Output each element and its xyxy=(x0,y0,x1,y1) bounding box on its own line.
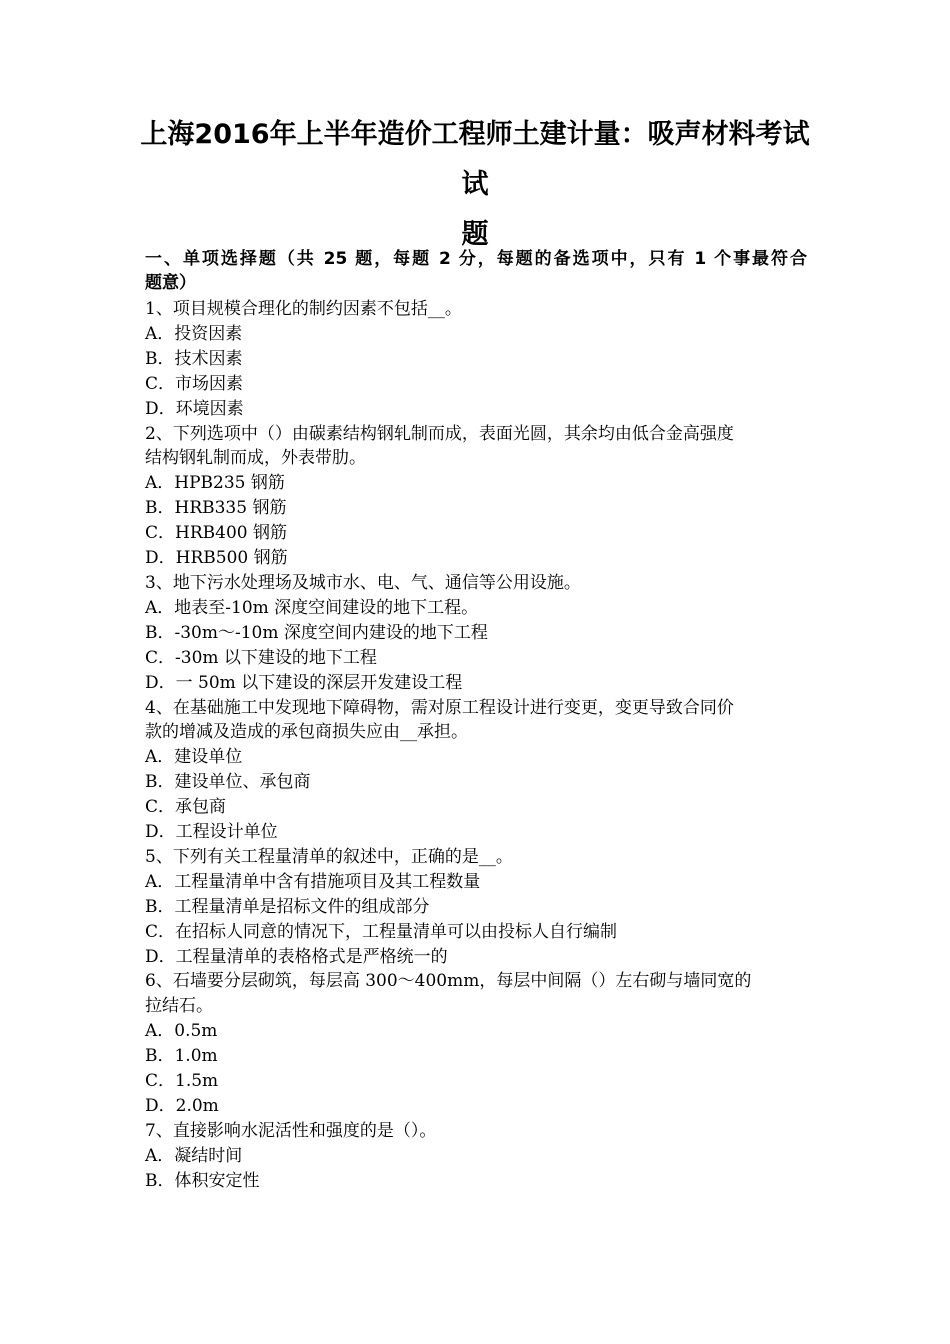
option-4b: B．建设单位、承包商 xyxy=(145,772,311,793)
option-2b: B．HRB335 钢筋 xyxy=(145,498,287,519)
section-heading xyxy=(145,247,807,295)
option-2a: A．HPB235 钢筋 xyxy=(145,473,285,494)
option-4c: C．承包商 xyxy=(145,797,227,818)
question-2-line-2: 结构钢轧制而成，外表带肋。 xyxy=(145,448,366,469)
question-4-line-1: 4、在基础施工中发现地下障碍物，需对原工程设计进行变更，变更导致合同价 xyxy=(145,697,734,718)
option-7a: A．凝结时间 xyxy=(145,1145,243,1166)
title-line-1: 上海2016年上半年造价工程师土建计量：吸声材料考试试 xyxy=(140,119,810,200)
option-1a: A．投资因素 xyxy=(145,323,243,344)
question-6-line-1: 6、石墙要分层砌筑，每层高 300～400mm，每层中间隔（）左右砌与墙同宽的 xyxy=(145,971,752,992)
option-4d: D．工程设计单位 xyxy=(145,822,278,843)
option-5b: B．工程量清单是招标文件的组成部分 xyxy=(145,896,430,917)
title-line-2: 题 xyxy=(461,219,489,250)
option-1b: B．技术因素 xyxy=(145,348,243,369)
question-3: 3、地下污水处理场及城市水、电、气、通信等公用设施。 xyxy=(145,572,581,593)
option-3d: D．一 50m 以下建设的深层开发建设工程 xyxy=(145,672,463,693)
option-5d: D．工程量清单的表格格式是严格统一的 xyxy=(145,946,448,967)
section-heading-line-2: 题意） xyxy=(145,273,196,293)
option-2d: D．HRB500 钢筋 xyxy=(145,548,288,569)
question-6-line-2: 拉结石。 xyxy=(145,996,213,1017)
section-heading-line-1: 一、单项选择题（共 25 题，每题 2 分，每题的备选项中，只有 1 个事最符合 xyxy=(145,249,807,269)
option-5a: A．工程量清单中含有措施项目及其工程数量 xyxy=(145,871,481,892)
option-3b: B．-30m～-10m 深度空间内建设的地下工程 xyxy=(145,622,488,643)
option-1c: C．市场因素 xyxy=(145,373,244,394)
option-6a: A．0.5m xyxy=(145,1021,218,1042)
question-5: 5、下列有关工程量清单的叙述中，正确的是__。 xyxy=(145,846,513,867)
question-2-line-1: 2、下列选项中（）由碳素结构钢轧制而成，表面光圆，其余均由低合金高强度 xyxy=(145,423,734,444)
question-1: 1、项目规模合理化的制约因素不包括__。 xyxy=(145,299,462,319)
option-6d: D．2.0m xyxy=(145,1096,219,1116)
question-4-line-2: 款的增减及造成的承包商损失应由__承担。 xyxy=(145,722,468,743)
option-6c: C．1.5m xyxy=(145,1071,219,1092)
option-4a: A．建设单位 xyxy=(145,747,243,768)
option-7b: B．体积安定性 xyxy=(145,1170,260,1191)
option-3c: C．-30m 以下建设的地下工程 xyxy=(145,647,377,668)
document-title xyxy=(140,110,810,260)
option-3a: A．地表至-10m 深度空间建设的地下工程。 xyxy=(145,597,479,618)
option-6b: B．1.0m xyxy=(145,1046,218,1067)
question-list xyxy=(145,297,810,1194)
option-5c: C．在招标人同意的情况下，工程量清单可以由投标人自行编制 xyxy=(145,921,618,942)
option-1d: D．环境因素 xyxy=(145,398,244,419)
option-2c: C．HRB400 钢筋 xyxy=(145,523,287,544)
question-7: 7、直接影响水泥活性和强度的是（）。 xyxy=(145,1120,437,1141)
